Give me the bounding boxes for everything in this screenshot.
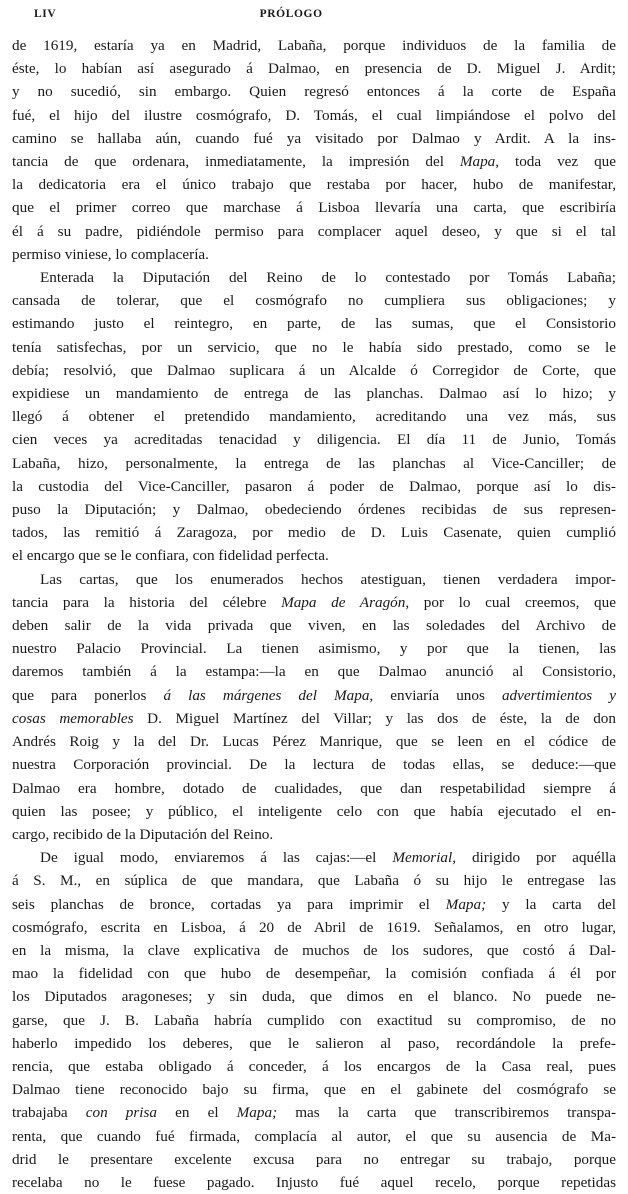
- text-run: cien veces ya acreditadas tenacidad y diligencia. El día 11 de Junio, Tomás: [12, 431, 616, 449]
- text-line: [12, 382, 616, 405]
- text-run: daremos también á la estampa:—la en que Dalmao anunció al Consistorio,: [12, 663, 616, 681]
- running-title: PRÓLOGO: [259, 8, 323, 20]
- text-run: drid le presentare excelente excusa para no entregar su trabajo, porque: [12, 1150, 616, 1168]
- text-run: cansada de tolerar, que el cosmógrafo no cumpliera sus obligaciones; y: [12, 292, 616, 310]
- text-run: tancia de que ordenara, inmediatamente, la impresión del: [12, 153, 460, 171]
- text-run: tenía satisfechas, por un servicio, que no le había sido prestado, como se le: [12, 338, 616, 356]
- text-run: él á su padre, pidiéndole permiso para complacer aquel deseo, y que si el tal: [12, 222, 616, 240]
- text-line: [12, 893, 616, 916]
- text-line: [12, 823, 616, 846]
- text-run: que para ponerlos: [12, 686, 164, 704]
- text-line: [12, 707, 616, 730]
- text-run: cosmógrafo, escrita en Lisboa, á 20 de Abril de 1619. Señalamos, en otro lugar,: [12, 918, 616, 936]
- text-line: [12, 428, 616, 451]
- text-run: camino se hallaba aún, cuando fué ya visitado por Dalmao y Ardit. A la ins-: [12, 129, 616, 147]
- text-run: y la carta del: [486, 895, 616, 913]
- text-run: recelaba no le fuese pagado. Injusto fué aquel recelo, porque repetidas: [12, 1173, 616, 1191]
- italic-text: Mapa,: [459, 153, 500, 171]
- text-run: nuestra Corporación provincial. De la lectura de todas ellas, se deduce:—que: [12, 756, 616, 774]
- text-run: fué, el hijo del ilustre cosmógrafo, D. Tomás, el cual limpiándose el polvo del: [12, 106, 616, 124]
- text-line: [12, 591, 616, 614]
- text-run: D. Miguel Martínez del Villar; y las dos de éste, la de don: [133, 709, 616, 727]
- text-run: llegó á obtener el pretendido mandamiento, acreditando una vez más, sus: [12, 408, 616, 426]
- text-line: [12, 869, 616, 892]
- text-line: [12, 568, 616, 591]
- italic-text: advertimientos y: [501, 686, 616, 704]
- text-line: [12, 104, 616, 127]
- text-line: [12, 637, 616, 660]
- text-line: [12, 405, 616, 428]
- text-line: [12, 985, 616, 1008]
- text-run: la custodia del Vice-Canciller, pasaron á poder de Dalmao, porque así lo dis-: [12, 477, 616, 495]
- page-header: [12, 8, 616, 30]
- text-run: haberlo impedido los deberes, que le salieron al paso, recordándole la prefe-: [12, 1034, 616, 1052]
- text-run: rencia, que estaba obligado á conceder, á los encargos de la Casa real, pues: [12, 1057, 616, 1075]
- text-run: De igual modo, enviaremos á las cajas:—el: [40, 849, 393, 867]
- text-run: á S. M., en súplica de que mandara, que Labaña ó su hijo le entregase las: [12, 872, 616, 890]
- text-line: [12, 1101, 616, 1124]
- text-line: [12, 916, 616, 939]
- text-line: [12, 150, 616, 173]
- text-run: puso la Diputación; y Dalmao, obedeciendo órdenes recibidas de sus represen-: [12, 501, 616, 519]
- text-line: [12, 800, 616, 823]
- paragraph: [12, 34, 616, 266]
- text-run: éste, lo habían así asegurado á Dalmao, en presencia de D. Miguel J. Ardit;: [12, 60, 616, 78]
- text-run: que el primer correo que marchase á Lisboa llevaría una carta, que escribiría: [12, 199, 616, 217]
- text-run: garse, que J. B. Labaña habría cumplido con exactitud su compromiso, de no: [12, 1011, 616, 1029]
- text-line: [12, 34, 616, 57]
- text-run: por lo cual creemos, que: [409, 593, 616, 611]
- text-line: [12, 220, 616, 243]
- text-run: la dedicatoria era el único trabajo que restaba por hacer, hubo de manifestar,: [12, 176, 616, 194]
- text-line: [12, 614, 616, 637]
- text-run: y no sucedió, sin embargo. Quien regresó entonces á la corte de España: [12, 83, 616, 101]
- text-line: [12, 289, 616, 312]
- text-run: cargo, recibido de la Diputación del Reino.: [12, 825, 274, 843]
- text-run: Dalmao tiene reconocido bajo su firma, que en el gabinete del cosmógrafo se: [12, 1081, 616, 1099]
- text-line: [12, 1009, 616, 1032]
- paragraph: [12, 266, 616, 568]
- text-run: Enterada la Diputación del Reino de lo contestado por Tomás Labaña;: [40, 269, 616, 287]
- text-line: [12, 57, 616, 80]
- text-run: los Diputados aragoneses; y sin duda, que dimos en el blanco. No puede ne-: [12, 988, 616, 1006]
- text-run: debía; resolvió, que Dalmao suplicara á un Alcalde ó Corregidor de Corte, que: [12, 361, 616, 379]
- text-run: estimando justo el reintegro, en parte, de las sumas, que el Consistorio: [12, 315, 616, 333]
- text-run: enviaría unos: [373, 686, 502, 704]
- text-line: [12, 1125, 616, 1148]
- text-run: permiso viniese, lo complacería.: [12, 245, 209, 263]
- text-line: [12, 846, 616, 869]
- text-run: Dalmao era hombre, dotado de cualidades, que dan respetabilidad siempre á: [12, 779, 616, 797]
- text-line: [12, 312, 616, 335]
- text-run: mao la fidelidad con que hubo de desempeñar, la comisión confiada á él por: [12, 965, 616, 983]
- text-run: Labaña, hizo, personalmente, la entrega de las planchas al Vice-Canciller; de: [12, 454, 616, 472]
- text-line: [12, 359, 616, 382]
- text-line: [12, 1171, 616, 1194]
- page-number: LIV: [34, 8, 57, 20]
- text-run: seis planchas de bronce, cortadas ya para imprimir el: [12, 895, 446, 913]
- body-text: [12, 34, 616, 1194]
- italic-text: Mapa;: [236, 1104, 278, 1122]
- text-line: [12, 127, 616, 150]
- text-run: de 1619, estaría ya en Madrid, Labaña, porque individuos de la familia de: [12, 37, 616, 54]
- text-line: [12, 660, 616, 683]
- text-line: [12, 1148, 616, 1171]
- italic-text: con prisa: [85, 1104, 158, 1122]
- text-run: Andrés Roig y la del Dr. Lucas Pérez Manrique, que se leen en el códice de: [12, 733, 616, 751]
- text-line: [12, 939, 616, 962]
- text-run: en el: [157, 1104, 237, 1122]
- italic-text: á las márgenes del Mapa,: [163, 686, 374, 704]
- text-line: [12, 777, 616, 800]
- text-run: expidiese un mandamiento de entrega de las planchas. Dalmao así lo hizo; y: [12, 385, 616, 403]
- italic-text: Mapa;: [445, 895, 487, 913]
- text-run: deben salir de la vida privada que viven, en las soledades del Archivo de: [12, 617, 616, 635]
- text-line: [12, 80, 616, 103]
- text-line: [12, 475, 616, 498]
- text-run: Las cartas, que los enumerados hechos atestiguan, tienen verdadera impor-: [40, 570, 616, 588]
- italic-text: Mapa de Aragón,: [281, 593, 410, 611]
- text-line: [12, 452, 616, 475]
- text-line: [12, 498, 616, 521]
- text-line: [12, 1055, 616, 1078]
- text-line: [12, 1078, 616, 1101]
- text-run: toda vez que: [499, 153, 616, 171]
- text-line: [12, 1032, 616, 1055]
- text-run: en la misma, la clave explicativa de muchos de los sudores, que costó á Dal-: [12, 941, 616, 959]
- paragraph: [12, 846, 616, 1194]
- text-line: [12, 521, 616, 544]
- text-run: dirigido por aquélla: [456, 849, 616, 867]
- text-line: [12, 753, 616, 776]
- text-line: [12, 196, 616, 219]
- text-run: mas la carta que transcribiremos transpa-: [277, 1104, 616, 1122]
- text-run: trabajaba: [12, 1104, 86, 1122]
- italic-text: cosas memorables: [12, 709, 134, 727]
- text-line: [12, 730, 616, 753]
- text-run: tancia para la historia del célebre: [12, 593, 282, 611]
- text-line: [12, 266, 616, 289]
- text-line: [12, 243, 616, 266]
- text-run: tados, las remitió á Zaragoza, por medio de D. Luis Casenate, quien cumplió: [12, 524, 616, 542]
- text-run: el encargo que se le confiara, con fidelidad perfecta.: [12, 547, 329, 565]
- text-run: nuestro Palacio Provincial. La tienen asimismo, y por que la tienen, las: [12, 640, 616, 658]
- text-line: [12, 544, 616, 567]
- text-run: quien las posee; y público, el inteligente celo con que había ejecutado el en-: [12, 802, 616, 820]
- text-line: [12, 336, 616, 359]
- italic-text: Memorial,: [392, 849, 457, 867]
- text-line: [12, 173, 616, 196]
- text-line: [12, 684, 616, 707]
- text-line: [12, 962, 616, 985]
- paragraph: [12, 568, 616, 846]
- text-run: renta, que cuando fué firmada, complacía al autor, el que su ausencia de Ma-: [12, 1127, 616, 1145]
